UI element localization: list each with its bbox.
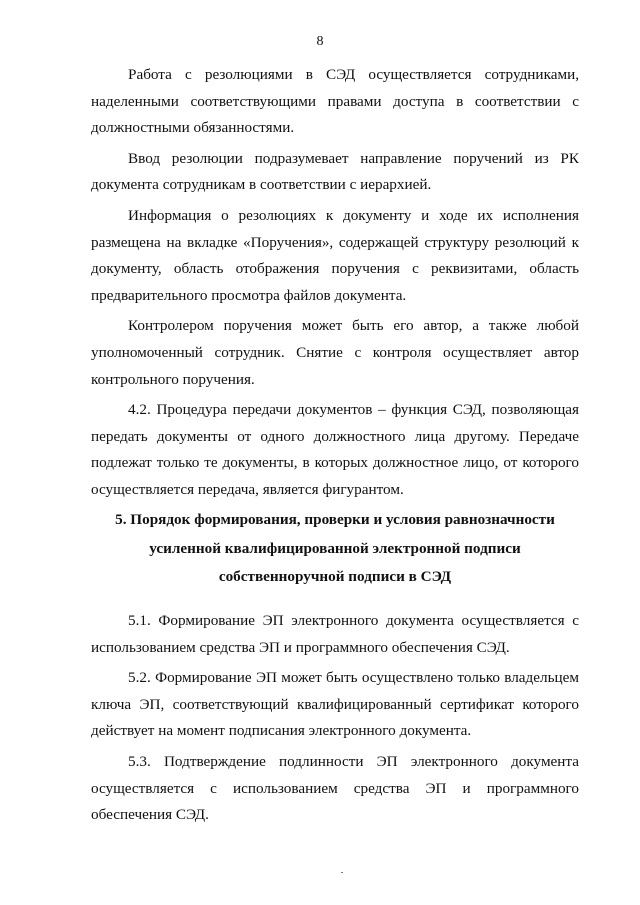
section-item-5-1: 5.1. Формирование ЭП электронного документа осуществляется с использованием средства ЭП и программного обеспечения СЭД. xyxy=(91,612,579,656)
paragraph-controller: Контролером поручения может быть его автор, а также любой уполномоченный сотрудник. Снятие с контроля осуществляет автор контрольного поручения. xyxy=(91,317,579,388)
section-body xyxy=(91,608,579,829)
body-text xyxy=(91,62,579,504)
section-heading-line-3: собственноручной подписи в СЭД xyxy=(218,568,452,585)
paragraph-resolution-info: Информация о резолюциях к документу и ходе их исполнения размещена на вкладке «Поручения», содержащей структуру резолюций к документу, область отображения поручения с реквизитами, область предварительного просмотра файлов документа. xyxy=(91,206,579,304)
paragraph-resolution-input: Ввод резолюции подразумевает направление поручений из РК документа сотрудникам в соответствии с иерархией. xyxy=(91,149,579,194)
scan-speck xyxy=(341,872,343,873)
paragraph-resolutions-access: Работа с резолюциями в СЭД осуществляется сотрудниками, наделенными соответствующими правами доступа в соответствии с должностными обязанностями. xyxy=(91,66,579,137)
section-heading xyxy=(91,506,579,592)
section-heading-line-2: усиленной квалифицированной электронной подписи xyxy=(149,539,521,557)
paragraph-transfer-procedure: 4.2. Процедура передачи документов – функция СЭД, позволяющая передать документы от одного должностного лица другому. Передаче подлежат только те документы, в которых должностное лицо, от которого осуществляется передача, является фигурантом. xyxy=(91,401,579,498)
page-number: 8 xyxy=(316,34,324,49)
section-item-5-2: 5.2. Формирование ЭП может быть осуществлено только владельцем ключа ЭП, соответствующий квалифицированный сертификат которого действует на момент подписания электронного документа. xyxy=(91,669,579,740)
section-heading-line-1: 5. Порядок формирования, проверки и условия равнозначности xyxy=(115,511,555,528)
section-item-5-3: 5.3. Подтверждение подлинности ЭП электронного документа осуществляется с использованием средства ЭП и программного обеспечения СЭД. xyxy=(91,752,579,824)
